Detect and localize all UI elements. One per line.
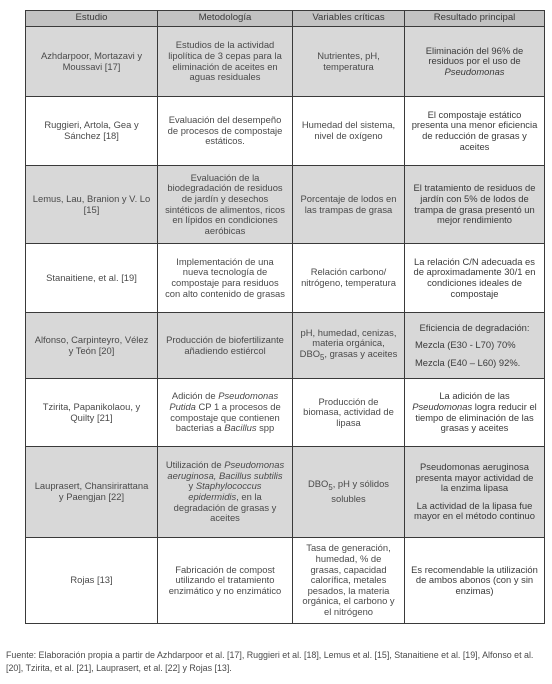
cell-metodologia (158, 447, 293, 538)
cell-estudio: Ruggieri, Artola, Gea y Sánchez [18] (26, 97, 158, 166)
cell-metodologia (158, 244, 293, 313)
text-run: , grasas y aceites (324, 347, 398, 359)
text-run: DBO (308, 478, 329, 490)
text-run: Evaluación de la biodegradación de residuos de jardín y desechos sintéticos de alimentos, ricos en lípidos en condiciones aeróbicas (165, 171, 285, 236)
cell-estudio: Alfonso, Carpinteyro, Vélez y Teón [20] (26, 313, 158, 379)
cell-resultado (405, 166, 545, 244)
header-metodologia: Metodología (158, 11, 293, 27)
italic-term: Bacillus (224, 422, 257, 434)
text-run: El compostaje estático presenta una menor eficiencia de reducción de grasas y aceites (411, 108, 538, 152)
source-note: Fuente: Elaboración propia a partir de Azhdarpoor et al. [17], Ruggieri et al. [18], Lemus et al. [15], Stanaitiene et al. [19], Alfonso et al. [20], Tzirita, et al. [21], Lauprasert, et al. [22] y Rojas [13]. (6, 650, 534, 673)
header-resultado: Resultado principal (405, 11, 545, 27)
subscript: 5 (320, 352, 325, 362)
italic-term: Pseudomonas Putida (169, 390, 279, 412)
cell-variables (293, 97, 405, 166)
cell-estudio: Azhdarpoor, Mortazavi y Moussavi [17] (26, 27, 158, 97)
italic-term: Pseudomonas (412, 400, 473, 412)
cell-variables (293, 166, 405, 244)
text-run: Humedad del sistema, nivel de oxígeno (301, 119, 396, 141)
cell-variables (293, 313, 405, 379)
cell-estudio: Tzirita, Papanikolaou, y Quilty [21] (26, 379, 158, 447)
text-run: Adición de (171, 390, 219, 402)
cell-estudio: Lauprasert, Chansirirattana y Paengjan [22] (26, 447, 158, 538)
text-run: Implementación de una nueva tecnología de compostaje para residuos con alto contenido de grasas (165, 255, 285, 299)
cell-resultado (405, 379, 545, 447)
table-header-row (26, 11, 545, 27)
cell-resultado (405, 538, 545, 624)
text-run: , pH y sólidos solubles (331, 478, 389, 504)
studies-table-container (25, 10, 544, 624)
table-row (26, 379, 545, 447)
cell-variables (293, 447, 405, 538)
italic-term: Pseudomonas aeruginosa, Bacillus subtilis (167, 459, 285, 481)
text-run: La adición de las (439, 390, 510, 402)
resultado-paragraph: La actividad de la lipasa fue mayor en el método continuo (414, 499, 535, 522)
studies-table (25, 10, 545, 624)
cell-resultado (405, 97, 545, 166)
header-estudio: Estudio (26, 11, 158, 27)
table-row (26, 447, 545, 538)
text-run: Porcentaje de lodos en las trampas de grasa (300, 192, 397, 215)
cell-metodologia (158, 166, 293, 244)
subscript: 5 (328, 483, 333, 493)
cell-metodologia (158, 97, 293, 166)
text-run: y (188, 480, 196, 492)
text-run: spp (256, 422, 275, 434)
cell-estudio: Lemus, Lau, Branion y V. Lo [15] (26, 166, 158, 244)
text-run: Relación carbono/ nitrógeno, temperatura (301, 266, 396, 288)
table-row (26, 27, 545, 97)
resultado-line: Mezcla (E30 - L70) 70% (415, 339, 516, 351)
text-run: La relación C/N adecuada es de aproximadamente 30/1 en condiciones ideales de compostaje (413, 255, 536, 299)
text-run: Tasa de generación, humedad, % de grasas, capacidad calorífica, metales pesados, la materia orgánica, el carbono y el nitrógeno (302, 542, 395, 617)
text-run: Producción de biomasa, actividad de lipasa (303, 395, 394, 428)
cell-resultado (405, 244, 545, 313)
text-run: Fabricación de compost utilizando el tratamiento enzimático y no enzimático (168, 563, 282, 596)
cell-resultado (405, 313, 545, 379)
cell-estudio: Stanaitiene, et al. [19] (26, 244, 158, 313)
text-run: CP 1 a procesos de compostaje que contienen bacterias a (170, 400, 281, 434)
table-row (26, 538, 545, 624)
text-run: Evaluación del desempeño de procesos de compostaje estáticos. (167, 114, 283, 147)
cell-metodologia (158, 379, 293, 447)
resultado-paragraph: Pseudomonas aeruginosa presenta mayor actividad de la enzima lipasa (415, 461, 534, 494)
cell-metodologia (158, 538, 293, 624)
italic-term: Staphylococcus epidermidis (188, 480, 262, 502)
table-row (26, 97, 545, 166)
text-run: , en la degradación de grasas y aceites (173, 491, 277, 524)
italic-term: Pseudomonas (444, 65, 505, 77)
text-run: Es recomendable la utilización de ambos abonos (con y sin enzimas) (411, 563, 538, 596)
cell-variables (293, 27, 405, 97)
text-run: logra reducir el tiempo de eliminación de las grasas y aceites (415, 400, 537, 434)
text-run: Nutrientes, pH, temperatura (317, 49, 380, 72)
text-run: pH, humedad, cenizas, materia orgánica, DBO (299, 326, 397, 359)
cell-variables (293, 538, 405, 624)
resultado-title: Eficiencia de degradación: (419, 321, 530, 333)
table-row (26, 244, 545, 313)
cell-metodologia (158, 27, 293, 97)
cell-resultado (405, 27, 545, 97)
text-run: El tratamiento de residuos de jardín con 5% de lodos de trampa de grasa presentó un mejor rendimiento (413, 182, 536, 226)
text-run: Producción de biofertilizante añadiendo estiércol (166, 333, 284, 356)
cell-metodologia (158, 313, 293, 379)
cell-variables (293, 244, 405, 313)
cell-resultado (405, 447, 545, 538)
cell-estudio: Rojas [13] (26, 538, 158, 624)
text-run: Utilización de (165, 459, 225, 471)
text-run: Estudios de la actividad lipolítica de 3 cepas para la eliminación de aceites en aguas residuales (168, 39, 282, 83)
text-run: Eliminación del 96% de residuos por el uso de (425, 44, 524, 67)
table-row (26, 166, 545, 244)
table-row (26, 313, 545, 379)
resultado-line: Mezcla (E40 – L60) 92%. (415, 356, 521, 368)
header-variables: Variables críticas (293, 11, 405, 27)
cell-variables (293, 379, 405, 447)
